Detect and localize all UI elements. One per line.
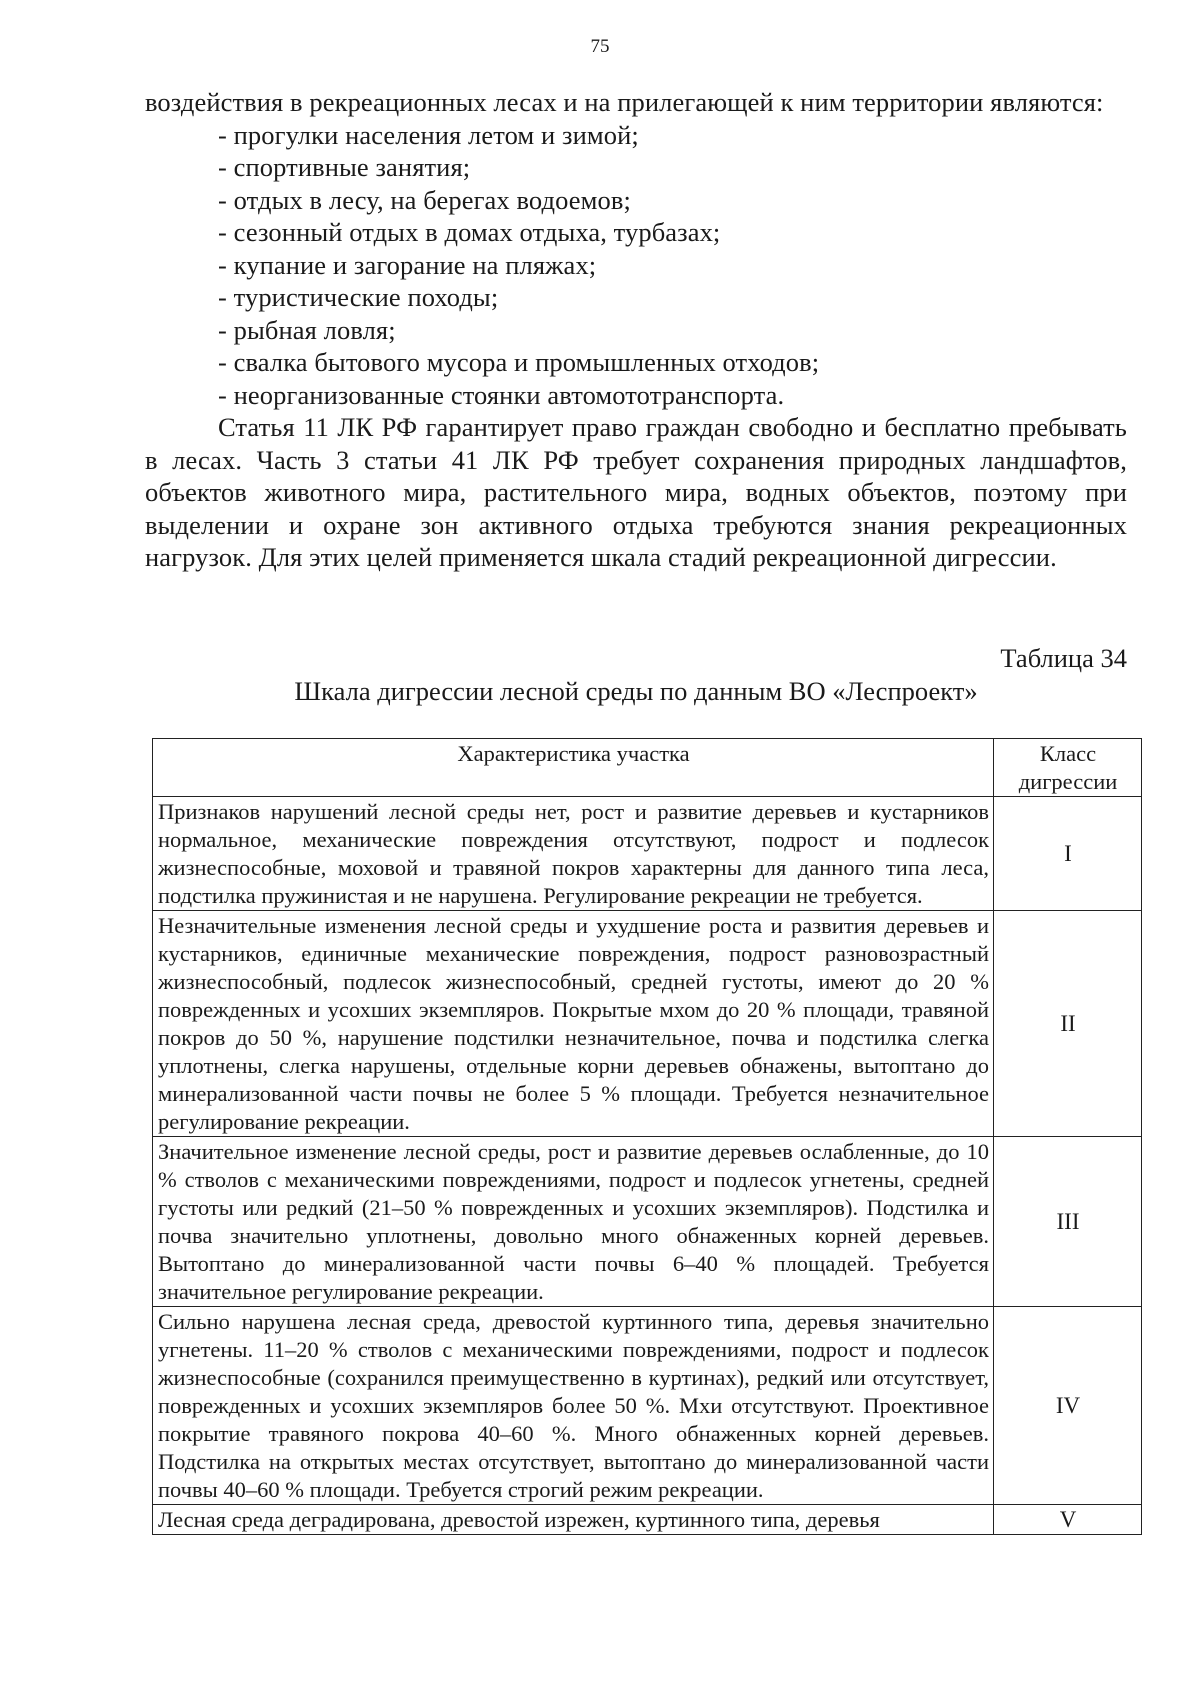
row-description: Сильно нарушена лесная среда, древостой куртинного типа, деревья значительно угнетены. 11–20 % стволов с механическими повреждениями, подрост и подлесок жизнеспособные (сохранился преимущественно в куртинах), редкий или отсутствует, поврежденных и усохших экземпляров более 50 %. Мхи отсутствуют. Проективное покрытие травяного покрова 40–60 %. Много обнаженных корней деревьев. Подстилка на открытых местах отсутствует, вытоптано до минерализованной части почвы 40–60 % площади. Требуется строгий режим рекреации. — [153, 1307, 994, 1505]
row-class: I — [994, 797, 1142, 911]
list-item: - свалка бытового мусора и промышленных отходов; — [218, 347, 820, 377]
digression-scale-table — [152, 738, 1142, 1535]
row-description: Признаков нарушений лесной среды нет, рост и развитие деревьев и кустарников нормальное, механические повреждения отсутствуют, подрост и подлесок жизнеспособные, моховой и травяной покров характерны для данного типа леса, подстилка пружинистая и не нарушена. Регулирование рекреации не требуется. — [153, 797, 994, 911]
table-header-row — [153, 739, 1142, 797]
row-description: Незначительные изменения лесной среды и ухудшение роста и развития деревьев и кустарников, единичные механические повреждения, подрост разновозрастный жизнеспособный, подлесок жизнеспособный, средней густоты, имеют до 20 % поврежденных и усохших экземпляров. Покрытые мхом до 20 % площади, травяной покров до 50 %, нарушение подстилки незначительное, почва и подстилка слегка уплотнены, слегка нарушены, отдельные корни деревьев обнажены, вытоптано до минерализованной части почвы не более 5 % площади. Требуется незначительное регулирование рекреации. — [153, 911, 994, 1137]
table-row — [153, 1137, 1142, 1307]
page-number: 75 — [590, 36, 610, 57]
row-class: II — [994, 911, 1142, 1137]
list-item: - рыбная ловля; — [218, 314, 396, 345]
list-item: - сезонный отдых в домах отдыха, турбазах; — [218, 217, 721, 247]
header-characteristic: Характеристика участка — [153, 739, 994, 797]
list-item: - купание и загорание на пляжах; — [218, 249, 597, 280]
table-title: Шкала дигрессии лесной среды по данным ВО «Леспроект» — [294, 676, 978, 706]
row-class: IV — [994, 1307, 1142, 1505]
list-item: - прогулки населения летом и зимой; — [218, 119, 639, 150]
row-class: III — [994, 1137, 1142, 1307]
activity-list — [145, 119, 1127, 412]
list-item: - отдых в лесу, на берегах водоемов; — [218, 184, 631, 215]
list-item: - неорганизованные стоянки автомототранспорта. — [218, 379, 785, 410]
table-row — [153, 911, 1142, 1137]
row-class: V — [994, 1505, 1142, 1535]
header-class-line1: Класс — [1039, 741, 1097, 766]
row-description: Лесная среда деградирована, древостой изрежен, куртинного типа, деревья — [153, 1505, 994, 1535]
article-paragraph: Статья 11 ЛК РФ гарантирует право граждан свободно и бесплатно пребывать в лесах. Часть 3 статьи 41 ЛК РФ требует сохранения природных ландшафтов, объектов животного мира, растительного мира, водных объектов, поэтому при выделении и охране зон активного отдыха требуются знания рекреационных нагрузок. Для этих целей применяется шкала стадий рекреационной дигрессии. — [145, 412, 1127, 572]
body-text — [145, 86, 1127, 574]
table-row — [153, 797, 1142, 911]
table-row — [153, 1307, 1142, 1505]
row-description: Значительное изменение лесной среды, рост и развитие деревьев ослабленные, до 10 % стволов с механическими повреждениями, подрост и подлесок угнетены, средней густоты или редкий (21–50 % поврежденных и усохших экземпляров). Подстилка и почва значительно уплотнены, довольно много обнаженных корней деревьев. Вытоптано до минерализованной части почвы 6–40 % площадей. Требуется значительное регулирование рекреации. — [153, 1137, 994, 1307]
list-item: - спортивные занятия; — [218, 152, 471, 182]
table-row — [153, 1505, 1142, 1535]
intro-paragraph: воздействия в рекреационных лесах и на прилегающей к ним территории являются: — [145, 87, 1104, 117]
header-class — [994, 739, 1142, 797]
header-class-line2: дигрессии — [1018, 769, 1118, 794]
list-item: - туристические походы; — [218, 282, 499, 312]
table-label: Таблица 34 — [1000, 643, 1127, 673]
